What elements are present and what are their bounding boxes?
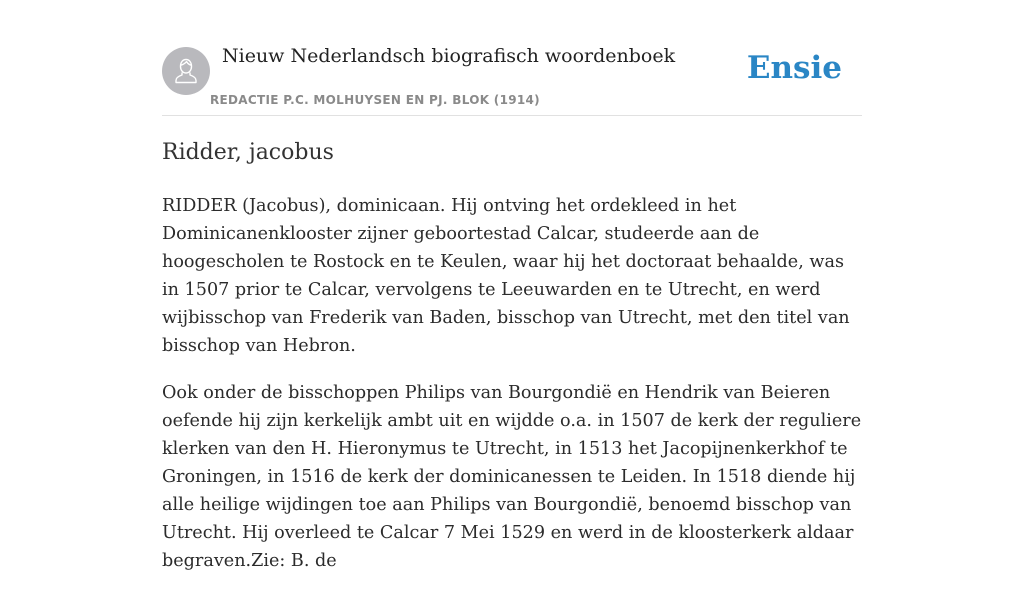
entry-paragraph: RIDDER (Jacobus), dominicaan. Hij ontving het ordekleed in het Dominicanenklooster zijner geboortestad Calcar, studeerde aan de hoogescholen te Rostock en te Keulen, waar hij het doctoraat behaalde, was in 1507 prior te Calcar, vervolgens te Leeuwarden en te Utrecht, en werd wijbisschop van Frederik van Baden, bisschop van Utrecht, met den titel van bisschop van Hebron.	[162, 196, 850, 356]
entry-body	[162, 192, 862, 594]
entry-paragraph: Ook onder de bisschoppen Philips van Bourgondië en Hendrik van Beieren oefende hij zijn kerkelijk ambt uit en wijdde o.a. in 1507 de kerk der reguliere klerken van den H. Hieronymus te Utrecht, in 1513 het Jacopijnenkerkhof te Groningen, in 1516 de kerk der dominicanessen te Leiden. In 1518 diende hij alle heilige wijdingen toe aan Philips van Bourgondië, benoemd bisschop van Utrecht. Hij overleed te Calcar 7 Mei 1529 en werd in de kloosterkerk aldaar begraven.Zie: B. de	[162, 383, 862, 571]
entry-card	[162, 0, 862, 571]
editors-credit: REDACTIE P.C. MOLHUYSEN EN PJ. BLOK (1914)	[210, 93, 540, 107]
user-silhouette-icon	[171, 56, 201, 86]
book-title[interactable]: Nieuw Nederlandsch biografisch woordenboek	[222, 45, 676, 67]
entry-header	[162, 0, 862, 116]
entry-title: Ridder, jacobus	[162, 140, 334, 165]
avatar	[162, 47, 210, 95]
brand-logo[interactable]: Ensie	[746, 50, 842, 86]
